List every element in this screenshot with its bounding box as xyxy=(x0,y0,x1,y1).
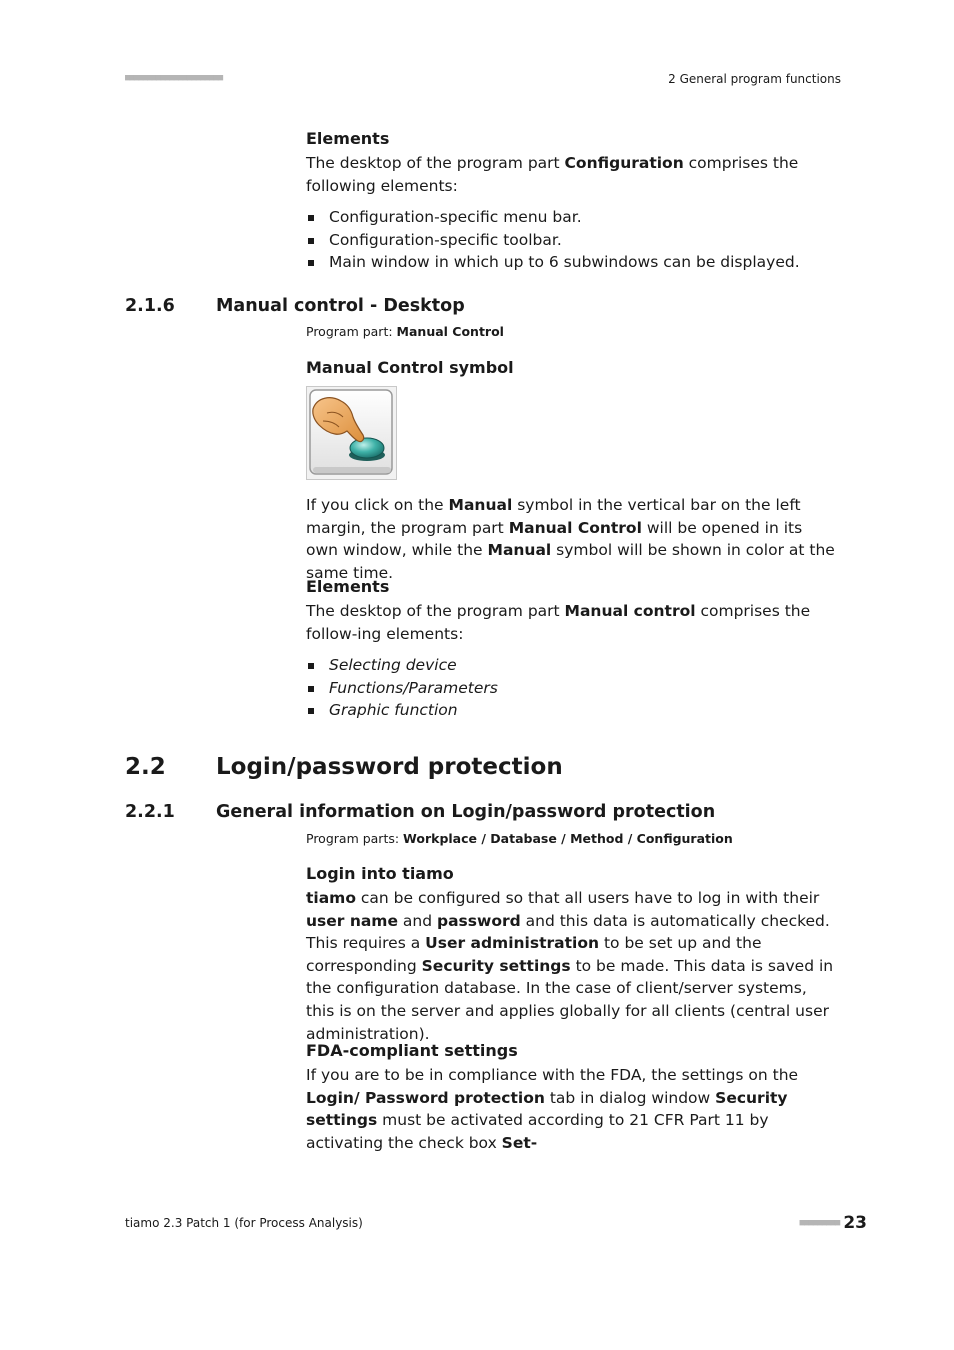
configuration-elements-block xyxy=(306,129,838,274)
list-item: Graphic function xyxy=(306,699,838,722)
fda-block xyxy=(306,1041,838,1154)
header-decoration: ■■■■■■■■■■■■■■■■■■■■■■ xyxy=(125,73,223,83)
section-number: 2.2.1 xyxy=(125,802,175,822)
program-part: Program part: Manual Control xyxy=(306,324,504,339)
elements-intro: The desktop of the program part Manual control comprises the follow-ing elements: xyxy=(306,602,811,643)
elements-heading: Elements xyxy=(306,129,390,148)
elements-heading: Elements xyxy=(306,577,390,596)
manual-symbol-paragraph: If you click on the Manual symbol in the vertical bar on the left margin, the program part Manual Control will be opened in its own window, while the Manual symbol will be shown in color at the same time. xyxy=(306,496,835,582)
elements-list xyxy=(306,654,838,722)
list-item: Functions/Parameters xyxy=(306,677,838,700)
footer-product: tiamo 2.3 Patch 1 (for Process Analysis) xyxy=(125,1216,363,1230)
login-block xyxy=(306,864,838,1045)
elements-list xyxy=(306,206,838,274)
running-header: 2 General program functions xyxy=(668,72,841,86)
manual-control-elements-block xyxy=(306,577,838,722)
list-item: Configuration-specific toolbar. xyxy=(306,229,838,252)
page-number: 23 xyxy=(843,1213,867,1233)
section-title: Manual control - Desktop xyxy=(216,296,465,316)
login-heading: Login into tiamo xyxy=(306,864,454,883)
elements-intro: The desktop of the program part Configuration comprises the following elements: xyxy=(306,154,799,195)
login-paragraph: tiamo can be configured so that all users have to log in with their user name and password and this data is automatically checked. This requires a User administration to be set up and the corresponding Security settings to be made. This data is saved in the configuration database. In the case of client/server systems, this is on the server and applies globally for all clients (central user administration). xyxy=(306,889,834,1043)
fda-paragraph: If you are to be in compliance with the FDA, the settings on the Login/ Password protection tab in dialog window Security settings must be activated according to 21 CFR Part 11 by activating the check box Set- xyxy=(306,1066,799,1152)
chapter-title: Login/password protection xyxy=(216,754,563,780)
list-item: Selecting device xyxy=(306,654,838,677)
manual-control-icon xyxy=(306,386,397,480)
section-title: General information on Login/password protection xyxy=(216,802,716,822)
chapter-number: 2.2 xyxy=(125,754,166,780)
program-parts: Program parts: Workplace / Database / Method / Configuration xyxy=(306,831,733,846)
list-item: Main window in which up to 6 subwindows can be displayed. xyxy=(306,251,838,274)
page-number-block xyxy=(800,1213,867,1233)
symbol-heading: Manual Control symbol xyxy=(306,358,514,377)
section-number: 2.1.6 xyxy=(125,296,175,316)
fda-heading: FDA-compliant settings xyxy=(306,1041,518,1060)
footer-decoration: ■■■■■■■■■ xyxy=(799,1218,840,1228)
list-item: Configuration-specific menu bar. xyxy=(306,206,838,229)
